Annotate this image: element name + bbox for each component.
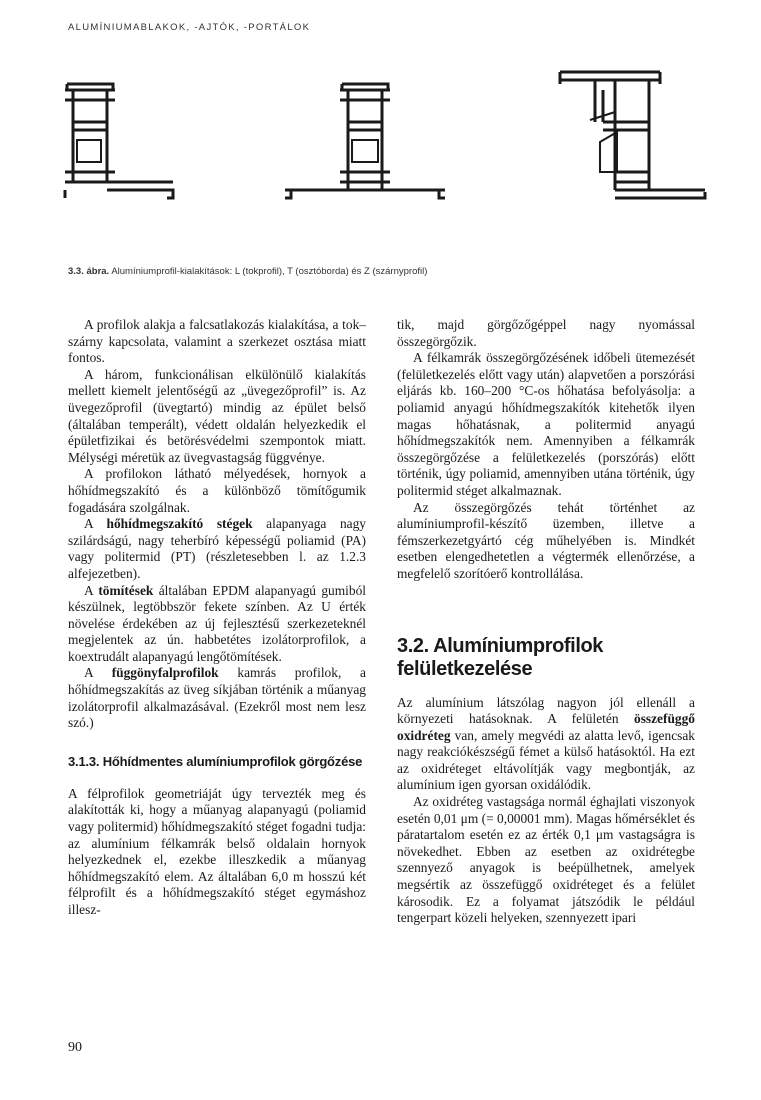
- bold-term: összefüggő oxidréteg: [397, 711, 695, 743]
- left-column: [68, 317, 366, 919]
- page-number: 90: [68, 1040, 82, 1055]
- text-run: A: [84, 665, 112, 681]
- paragraph: [68, 665, 366, 731]
- paragraph: A profilok alakja a falcsatlakozás kialakítása, a tok–szárny kapcsolata, valamint a szerkezet osztása miatt fontos.: [68, 317, 366, 366]
- text-run: általában EPDM alapanyagú gumiból készülnek, legtöbbször fekete színben. Az U érték növelése érdekében az új fejlesztésű szerkezeteknél megjelentek az ún. habbetétes izolátorprofilok, a koextrudált alapanyagú lengőtömítések.: [68, 582, 366, 664]
- paragraph: A félkamrák összegörgőzésének időbeli ütemezését (felületkezelés előtt vagy után) alapvetően a porszórási eljárás kb. 160–200 °C-os hőhatása befolyásolja: a poliamid anyagú hőhídmegszakítók kitehetők ilyen magas hőhatásnak, a politermid anyagú hőhídmegszakítók nem. Amennyiben a félkamrák összegörgőzése a felületkezelés (porszórás) előtt történik, úgy poliamid, amennyiben utána történik, úgy politermid stéget alkalmaznak.: [397, 350, 695, 498]
- caption-number: 3.3. ábra.: [68, 266, 110, 277]
- z-profile-drawing: [560, 72, 705, 198]
- paragraph: A három, funkcionálisan elkülönülő kialakítás mellett kiemelt jelentőségű az „üvegezőprofil” is. Az üvegezőprofil (üvegtartó) mindig az épület belső (általában temperált), védett oldalán helyezkedik el épületfizikai és betörésvédelmi szempontok miatt. Mélységi méretük az üvegvastagság függvénye.: [68, 366, 366, 465]
- text-run: A: [84, 582, 99, 598]
- subsection-heading: 3.1.3. Hőhídmentes alumíniumprofilok görgőzése: [68, 753, 363, 769]
- paragraph: [68, 583, 366, 666]
- text-run: Az alumínium látszólag nagyon jól ellenáll a környezeti hatásoknak. A felületén: [397, 694, 695, 727]
- bold-term: tömítések: [98, 582, 154, 598]
- l-profile-drawing: [65, 84, 173, 198]
- paragraph: tik, majd görgőzőgéppel nagy nyomással összegörgőzik.: [397, 317, 695, 349]
- section-heading: 3.2. Alumíniumprofilok felületkezelése: [397, 634, 604, 680]
- text-run: kamrás profilok, a hőhídmegszakítás az üveg síkjában történik a műanyag izolátorprofil alkalmazásával. (Ezekről most nem lesz szó.): [68, 665, 366, 731]
- profile-drawings: [55, 62, 715, 212]
- text-run: alapanyaga nagy szilárdságú, nagy teherbíró képességű poliamid (PA) vagy politermid (PT) (részletesebben l. az 1.2.3 alfejezetben).: [68, 516, 366, 581]
- paragraph: [68, 516, 366, 582]
- t-profile-drawing: [285, 84, 445, 198]
- paragraph: Az összegörgőzés tehát történhet az alumíniumprofil-készítő üzemben, illetve a fémszerkezetgyártó cég műhelyében is. Mindkét esetben elengedhetetlen a végtermék ellenőrzése, a megfelelő szorítóerő kontrollálása.: [397, 499, 695, 581]
- bold-term: függönyfalprofilok: [111, 665, 219, 681]
- text-run: van, amely megvédi az alatta levő, igencsak nagy reakciókészségű fémet a külső hatásoktól. Ha ezt az oxidréteget eltávolítják vagy megbontják, az alumínium igen gyorsan oxidálódik.: [397, 727, 695, 793]
- paragraph: A félprofilok geometriáját úgy tervezték meg és alakították ki, hogy a műanyag alapanyagú (poliamid vagy politermid) hőhídmegszakító stéget fogadni tudja: az alumínium félkamrák belső oldalain hornyok helyezkednek el, ezekbe illeszkedik a műanyag hőhídmegszakító elem. Az általában 6,0 m hosszú két félprofilt és a hőhídmegszakító stéget egymáshoz illesz-: [68, 785, 366, 917]
- running-head: ALUMÍNIUMABLAKOK, -AJTÓK, -PORTÁLOK: [68, 22, 311, 33]
- paragraph: [397, 695, 695, 795]
- caption-text: Alumíniumprofil-kialakítások: L (tokprofil), T (osztóborda) és Z (szárnyprofil): [109, 266, 428, 277]
- paragraph: Az oxidréteg vastagsága normál éghajlati viszonyok esetén 0,01 μm (= 0,00001 mm). Magas hőmérséklet és páratartalom esetén ez az érték 0,1 μm vastagságra is növekedhet. Ebben az esetben az oxidrétegbe szennyező anyagok is beépülhetnek, amelyek megsértik az összefüggő oxidréteget és a felület károsodik. Ez a folyamat játszódik le például tengerpart közeli helyeken, szennyezett ipari: [397, 794, 695, 926]
- text-run: A: [84, 516, 107, 532]
- right-column: [397, 317, 695, 927]
- paragraph: A profilokon látható mélyedések, hornyok a hőhídmegszakító és a különböző tömítőgumik fogadására szolgálnak.: [68, 466, 366, 515]
- figure-profiles: [55, 62, 715, 212]
- bold-term: hőhídmegszakító stégek: [106, 516, 253, 532]
- figure-caption: [68, 266, 427, 277]
